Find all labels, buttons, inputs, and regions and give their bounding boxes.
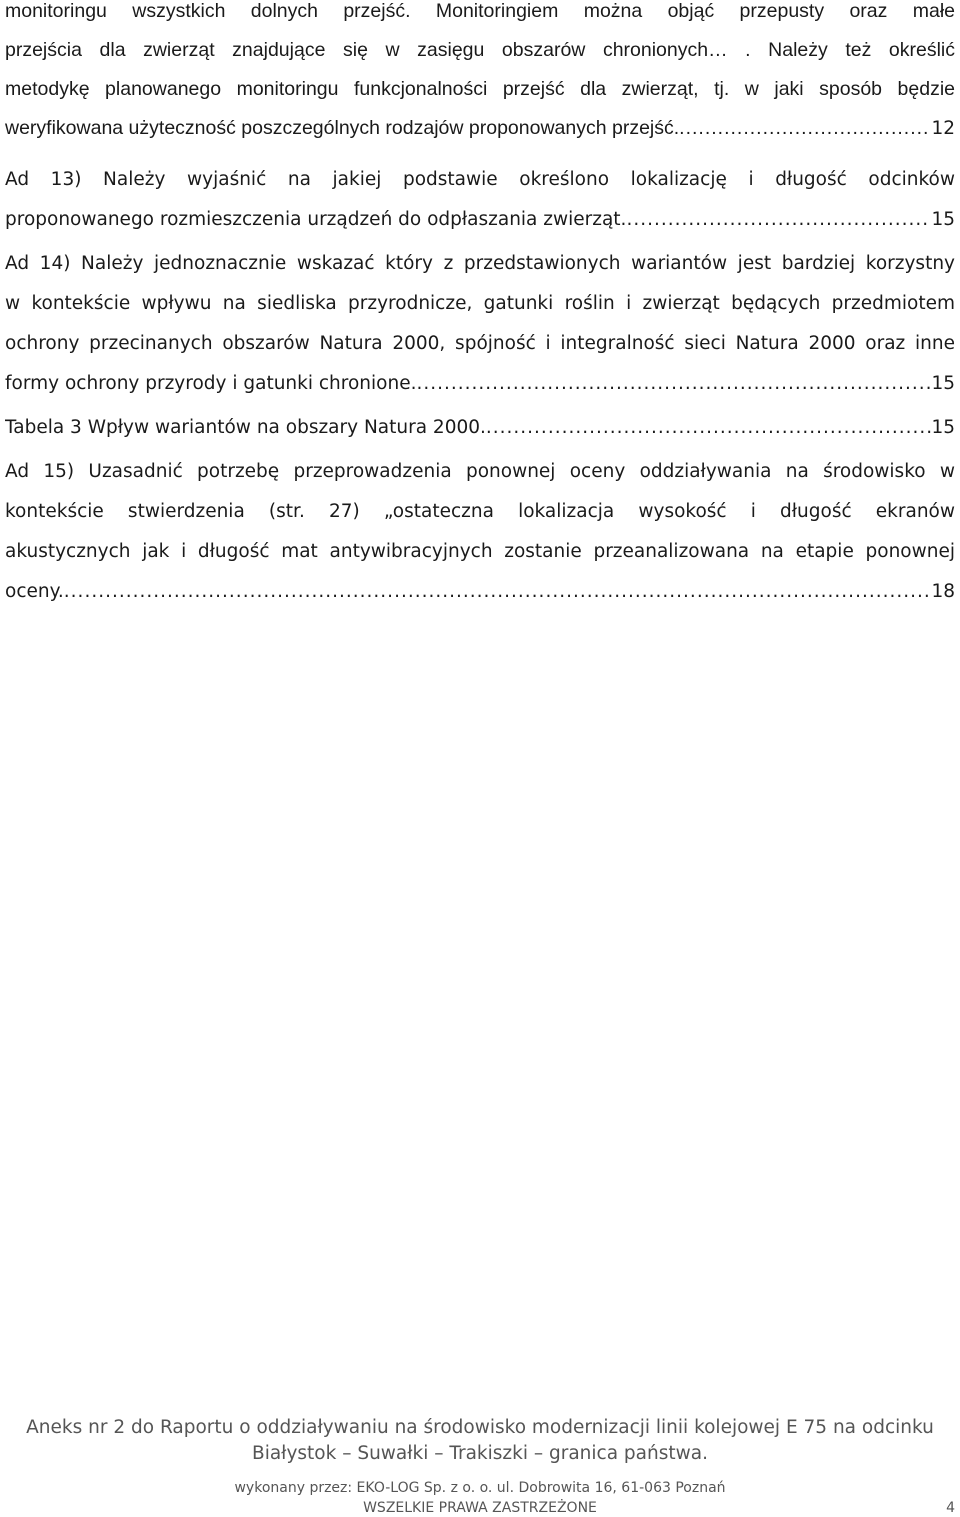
toc-entry-ad-15[interactable] xyxy=(5,452,955,612)
toc-entry-text-line: Ad 15) Uzasadnić potrzebę przeprowadzenia ponownej oceny oddziaływania na środowisko w xyxy=(5,461,955,482)
toc-page-number[interactable]: 15 xyxy=(931,209,955,230)
toc-entry-text-line: kontekście stwierdzenia (str. 27) „ostateczna lokalizacja wysokość i długość ekranów xyxy=(5,501,955,522)
toc-entry-text-line: Tabela 3 Wpływ wariantów na obszary Natura 2000. xyxy=(5,417,486,438)
footer-rights-notice: WSZELKIE PRAWA ZASTRZEŻONE xyxy=(363,1500,597,1516)
toc-entry-ad-14[interactable] xyxy=(5,244,955,404)
table-of-contents xyxy=(5,0,955,616)
dot-leader xyxy=(486,408,932,448)
toc-entry-text-line: akustycznych jak i długość mat antywibracyjnych zostanie przeanalizowana na etapie ponownej xyxy=(5,541,955,562)
toc-entry-text-line: monitoringu wszystkich dolnych przejść. Monitoringiem można objąć przepusty oraz małe xyxy=(5,0,955,22)
toc-entry-last-line xyxy=(5,200,955,240)
footer-report-line-2: Białystok – Suwałki – Trakiszki – granica państwa. xyxy=(252,1443,708,1464)
toc-entry-text-line: metodykę planowanego monitoringu funkcjonalności przejść dla zwierząt, tj. w jaki sposób będzie xyxy=(5,78,955,100)
toc-entry-text-line: formy ochrony przyrody i gatunki chronione. xyxy=(5,373,417,394)
toc-entry-text-line: ochrony przecinanych obszarów Natura 2000, spójność i integralność sieci Natura 2000 oraz inne xyxy=(5,333,955,354)
toc-page-number[interactable]: 18 xyxy=(931,581,955,602)
toc-entry-last-line xyxy=(5,364,955,404)
dot-leader xyxy=(679,109,931,148)
toc-page-number[interactable]: 15 xyxy=(931,373,955,394)
toc-entry-table-3[interactable] xyxy=(5,408,955,448)
page-number: 4 xyxy=(946,1500,955,1516)
toc-entry-text-line: oceny. xyxy=(5,581,64,602)
toc-entry-monitoring-methodology[interactable] xyxy=(5,0,955,148)
toc-page-number[interactable]: 15 xyxy=(931,417,955,438)
toc-entry-text-line: Ad 14) Należy jednoznacznie wskazać który z przedstawionych wariantów jest bardziej korzystny xyxy=(5,253,955,274)
footer-report-title xyxy=(0,1415,960,1467)
toc-entry-text-line: przejścia dla zwierząt znajdujące się w zasięgu obszarów chronionych… . Należy też określić xyxy=(5,39,955,61)
toc-page-number[interactable]: 12 xyxy=(931,118,955,139)
dot-leader xyxy=(64,572,932,612)
toc-entry-text-line: weryfikowana użyteczność poszczególnych rodzajów proponowanych przejść. xyxy=(5,117,680,139)
toc-entry-text-line: proponowanego rozmieszczenia urządzeń do odpłaszania zwierząt. xyxy=(5,209,627,230)
dot-leader xyxy=(416,364,931,404)
toc-entry-ad-13[interactable] xyxy=(5,160,955,240)
toc-entry-last-line xyxy=(5,408,955,448)
toc-entry-text-line: Ad 13) Należy wyjaśnić na jakiej podstawie określono lokalizację i długość odcinków xyxy=(5,169,955,190)
dot-leader xyxy=(626,200,931,240)
toc-entry-last-line xyxy=(5,572,955,612)
footer-contractor: wykonany przez: EKO-LOG Sp. z o. o. ul. Dobrowita 16, 61-063 Poznań xyxy=(234,1480,726,1496)
toc-entry-last-line xyxy=(5,109,955,148)
footer-report-line-1: Aneks nr 2 do Raportu o oddziaływaniu na środowisko modernizacji linii kolejowej E 75 na odcinku xyxy=(26,1417,934,1438)
toc-entry-text-line: w kontekście wpływu na siedliska przyrodnicze, gatunki roślin i zwierząt będących przedmiotem xyxy=(5,293,955,314)
